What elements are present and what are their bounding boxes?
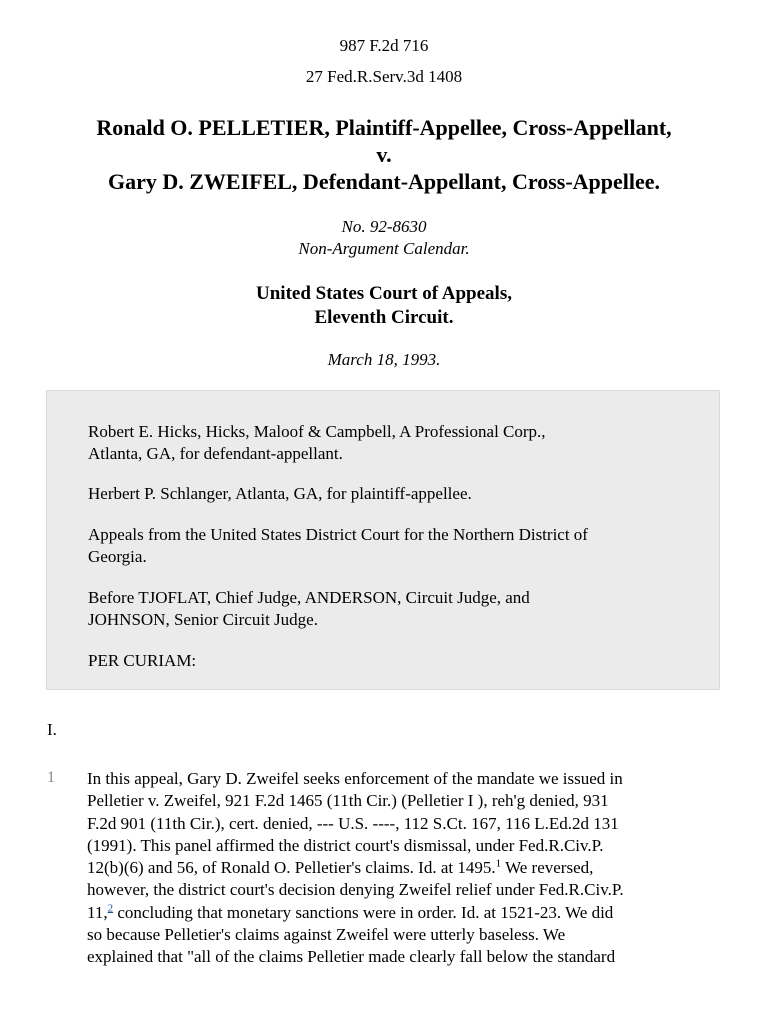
fed-rules-citation: 27 Fed.R.Serv.3d 1408 xyxy=(305,67,463,86)
caption-plaintiff: Ronald O. PELLETIER, Plaintiff-Appellee, Cross-Appellant, xyxy=(96,115,672,140)
appeal-origin-line-1: Appeals from the United States District Court for the Northern District of xyxy=(88,525,588,544)
reporter-citation: 987 F.2d 716 xyxy=(339,36,429,55)
panel-judges xyxy=(88,587,688,631)
footnote-2-link[interactable]: 2 xyxy=(107,902,114,915)
court-line-1: United States Court of Appeals, xyxy=(256,283,512,304)
paragraph-line: explained that "all of the claims Pelletier made clearly fall below the standard xyxy=(87,947,616,967)
paragraph-number: 1 xyxy=(47,769,55,786)
counsel-defendant-line-2: Atlanta, GA, for defendant-appellant. xyxy=(88,444,343,463)
caption-defendant: Gary D. ZWEIFEL, Defendant-Appellant, Cross-Appellee. xyxy=(107,169,661,194)
docket-info xyxy=(0,216,768,260)
counsel-defendant-line-1: Robert E. Hicks, Hicks, Maloof & Campbell, A Professional Corp., xyxy=(88,422,546,441)
paragraph-line: so because Pelletier's claims against Zweifel were utterly baseless. We xyxy=(87,925,566,945)
appeal-origin-line-2: Georgia. xyxy=(88,547,147,566)
opinion-paragraph xyxy=(87,768,727,969)
appeal-origin xyxy=(88,524,688,568)
paragraph-line-text: 12(b)(6) and 56, of Ronald O. Pelletier's claims. Id. at 1495. xyxy=(87,858,496,878)
section-heading: I. xyxy=(47,720,57,739)
paragraph-line: (1991). This panel affirmed the district court's dismissal, under Fed.R.Civ.P. xyxy=(87,835,604,855)
panel-judges-line-2: JOHNSON, Senior Circuit Judge. xyxy=(88,610,318,629)
panel-judges-line-1: Before TJOFLAT, Chief Judge, ANDERSON, Circuit Judge, and xyxy=(88,588,530,607)
docket-calendar: Non-Argument Calendar. xyxy=(298,239,470,258)
docket-number: No. 92-8630 xyxy=(341,217,427,236)
counsel-plaintiff: Herbert P. Schlanger, Atlanta, GA, for plaintiff-appellee. xyxy=(88,484,472,503)
paragraph-line xyxy=(87,902,727,924)
court-name xyxy=(0,282,768,330)
counsel-panel xyxy=(46,390,720,690)
counsel-defendant xyxy=(88,421,688,465)
caption-versus: v. xyxy=(376,142,392,167)
paragraph-line-text: 11, xyxy=(87,902,108,922)
footnote-1-ref: 1 xyxy=(495,857,502,870)
paragraph-line-text: We reversed, xyxy=(501,858,594,878)
paragraph-line: In this appeal, Gary D. Zweifel seeks enforcement of the mandate we issued in xyxy=(87,769,623,788)
paragraph-line xyxy=(87,857,727,879)
case-caption xyxy=(0,114,768,195)
per-curiam: PER CURIAM: xyxy=(88,651,197,670)
court-line-2: Eleventh Circuit. xyxy=(314,307,454,328)
paragraph-line: however, the district court's decision denying Zweifel relief under Fed.R.Civ.P. xyxy=(87,880,624,900)
decision-date: March 18, 1993. xyxy=(327,350,441,369)
paragraph-line-text: concluding that monetary sanctions were in order. Id. at 1521-23. We did xyxy=(113,902,614,922)
paragraph-line: Pelletier v. Zweifel, 921 F.2d 1465 (11th Cir.) (Pelletier I ), reh'g denied, 931 xyxy=(87,791,609,811)
paragraph-line: F.2d 901 (11th Cir.), cert. denied, --- U.S. ----, 112 S.Ct. 167, 116 L.Ed.2d 131 xyxy=(87,813,619,833)
